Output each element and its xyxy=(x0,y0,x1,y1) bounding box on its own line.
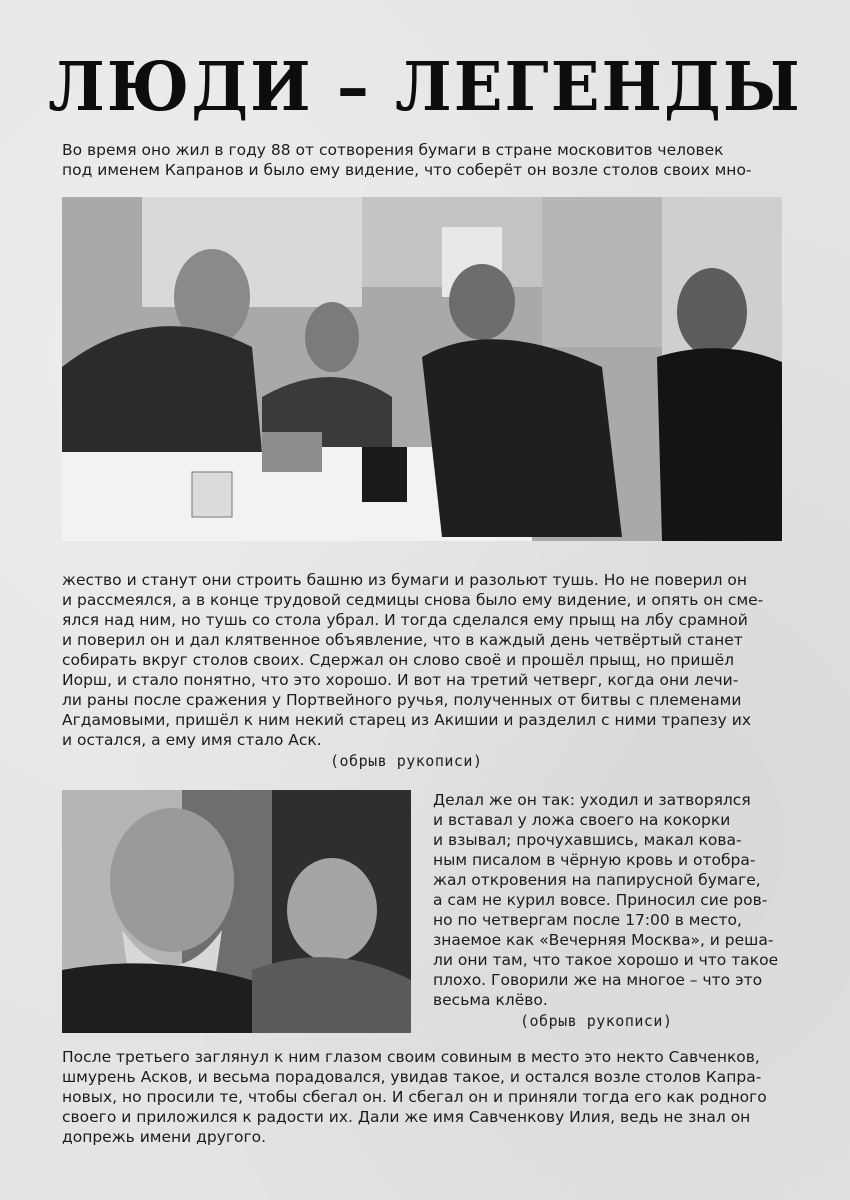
text-line: Агдамовыми, пришёл к ним некий старец из Акишии и разделил с ними трапезу их xyxy=(62,711,752,729)
group-photo xyxy=(62,197,782,541)
text-line: новых, но просили те, чтобы сбегал он. И сбегал он и приняли тогда его как родного xyxy=(62,1088,767,1106)
text-line: шмурень Асков, и весьма порадовался, увидав такое, и остался возле столов Капра- xyxy=(62,1068,762,1086)
text-line: но по четвергам после 17:00 в место, xyxy=(433,911,742,929)
text-line: и остался, а ему имя стало Аск. xyxy=(62,731,322,749)
text-line: плохо. Говорили же на многое – что это xyxy=(433,971,763,989)
text-line: собирать вкруг столов своих. Сдержал он слово своё и прошёл прыщ, но пришёл xyxy=(62,651,735,669)
text-line: ялся над ним, но тушь со стола убрал. И тогда сделался ему прыщ на лбу срамной xyxy=(62,611,748,629)
text-line: и рассмеялся, а в конце трудовой седмицы снова было ему видение, и опять он сме- xyxy=(62,591,764,609)
text-line: ным писалом в чёрную кровь и отобра- xyxy=(433,851,756,869)
text-line: Делал же он так: уходил и затворялся xyxy=(433,791,751,809)
text-line: Иорш, и стало понятно, что это хорошо. И вот на третий четверг, когда они лечи- xyxy=(62,671,739,689)
group-photo-illustration xyxy=(62,197,782,541)
manuscript-break-note: (обрыв рукописи) xyxy=(330,752,483,770)
text-line: ли они там, что такое хорошо и что такое xyxy=(433,951,779,969)
text-line: и поверил он и дал клятвенное объявление, что в каждый день четвёртый станет xyxy=(62,631,743,649)
text-line: и взывал; прочухавшись, макал кова- xyxy=(433,831,742,849)
text-line: Во время оно жил в году 88 от сотворения бумаги в стране московитов человек xyxy=(62,141,724,159)
text-line: ли раны после сражения у Портвейного ручья, полученных от битвы с племенами xyxy=(62,691,742,709)
text-line: жество и станут они строить башню из бумаги и разольют тушь. Но не поверил он xyxy=(62,571,748,589)
page-title: ЛЮДИ – ЛЕГЕНДЫ xyxy=(48,48,802,127)
paragraph-main xyxy=(62,570,786,750)
text-line: под именем Капранов и было ему видение, что соберёт он возле столов своих мно- xyxy=(62,161,752,179)
portrait-photo xyxy=(62,790,411,1033)
text-line: весьма клёво. xyxy=(433,991,548,1009)
manuscript-break-note: (обрыв рукописи) xyxy=(520,1012,673,1030)
paragraph-intro xyxy=(62,140,786,180)
portrait-photo-illustration xyxy=(62,790,411,1033)
text-line: своего и приложился к радости их. Дали же имя Савченкову Илия, ведь не знал он xyxy=(62,1108,751,1126)
text-line: а сам не курил вовсе. Приносил сие ров- xyxy=(433,891,768,909)
paragraph-closing xyxy=(62,1047,786,1147)
text-line: допрежь имени другого. xyxy=(62,1128,267,1146)
text-line: знаемое как «Вечерняя Москва», и реша- xyxy=(433,931,774,949)
text-line: жал откровения на папирусной бумаге, xyxy=(433,871,761,889)
text-line: и вставал у ложа своего на кокорки xyxy=(433,811,731,829)
paragraph-side xyxy=(433,790,783,1010)
text-line: После третьего заглянул к ним глазом своим совиным в место это некто Савченков, xyxy=(62,1048,760,1066)
